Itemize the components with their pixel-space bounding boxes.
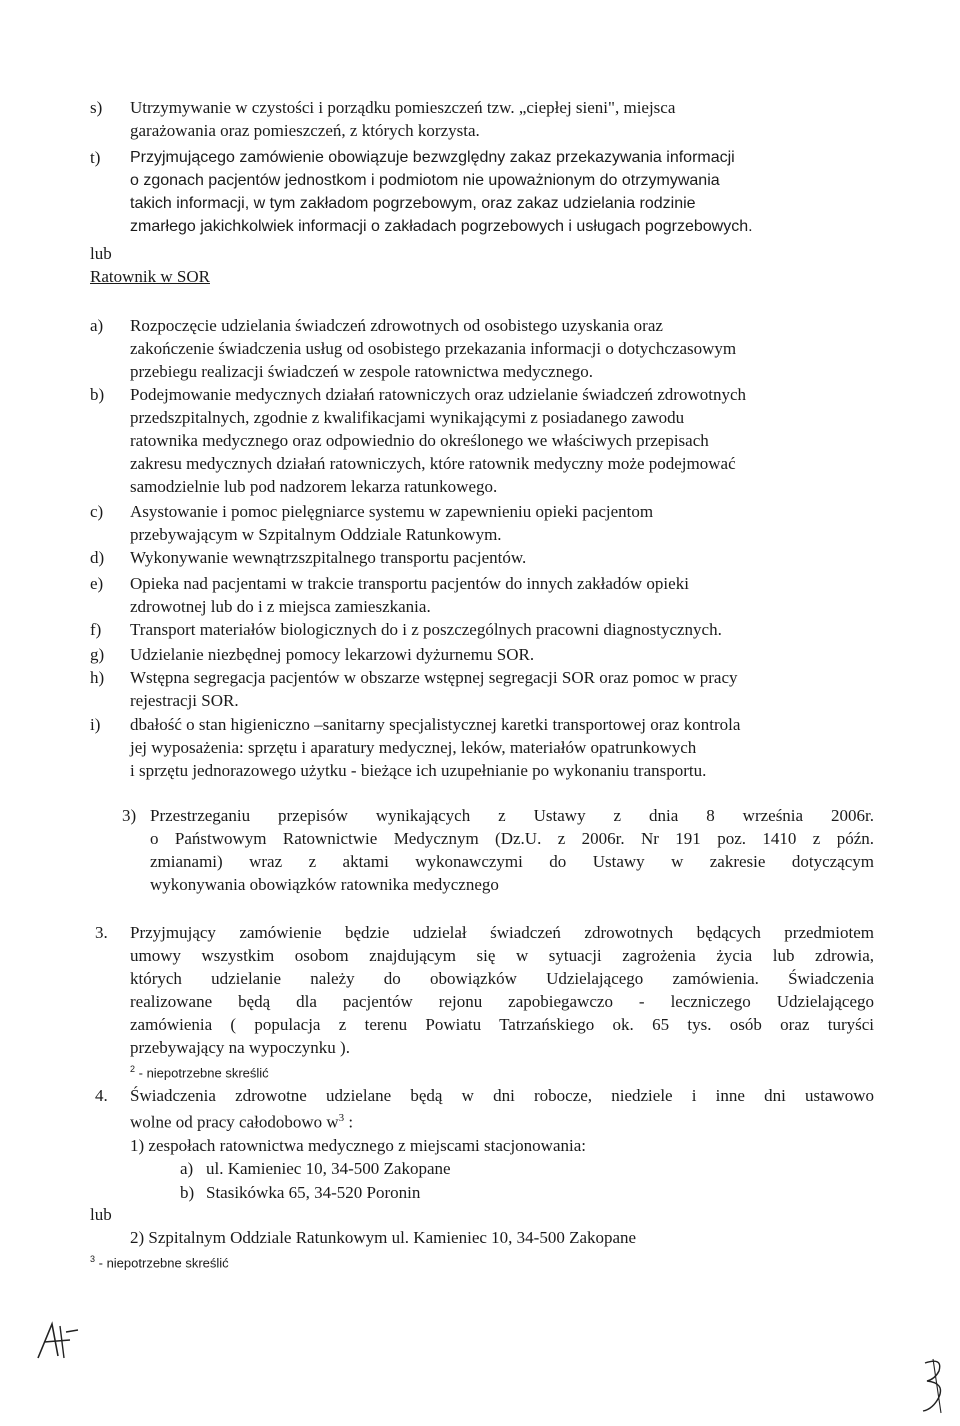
text-fragment: wolne od pracy całodobowo w bbox=[130, 1112, 339, 1132]
text-line: Asystowanie i pomoc pielęgniarce systemu w zapewnieniu opieki pacjentom bbox=[130, 502, 654, 521]
list-marker: b) bbox=[90, 385, 105, 404]
list-item-i bbox=[90, 713, 880, 782]
text-line: ul. Kamieniec 10, 34-500 Zakopane bbox=[206, 1159, 451, 1178]
list-item-d bbox=[90, 546, 880, 569]
text-line: Opieka nad pacjentami w trakcie transportu pacjentów do innych zakładów opieki bbox=[130, 574, 689, 593]
text-fragment: : bbox=[344, 1112, 354, 1132]
list-marker: s) bbox=[90, 98, 103, 117]
section-heading: Ratownik w SOR bbox=[90, 267, 210, 286]
list-marker: h) bbox=[90, 668, 105, 687]
text-line: przedszpitalnych, zgodnie z kwalifikacjami wynikającymi z posiadanego zawodu bbox=[130, 408, 685, 427]
text-line: takich informacji, w tym zakładom pogrzebowym, oraz zakaz udzielania rodzinie bbox=[130, 195, 696, 212]
handwritten-initials-right bbox=[915, 1355, 955, 1415]
list-item-g bbox=[90, 643, 880, 666]
list-item-3-sub bbox=[122, 804, 874, 896]
text-line: Utrzymywanie w czystości i porządku pomieszczeń tzw. „ciepłej sieni", miejsca bbox=[130, 98, 676, 117]
list-item-h bbox=[90, 666, 880, 712]
text-line: zamówienia ( populacja z terenu Powiatu Tatrzańskiego ok. 65 tys. osób oraz turyści bbox=[130, 1015, 874, 1034]
list-item-a bbox=[90, 314, 880, 383]
point-3 bbox=[95, 921, 874, 1059]
text-line: przebywającym w Szpitalnym Oddziale Ratunkowym. bbox=[130, 525, 502, 544]
list-marker: e) bbox=[90, 574, 104, 593]
list-marker: t) bbox=[90, 148, 101, 167]
list-item-f bbox=[90, 618, 880, 641]
text-line: samodzielnie lub pod nadzorem lekarza ratunkowego. bbox=[130, 477, 498, 496]
text-line: przebiegu realizacji świadczeń w zespole ratownictwa medycznego. bbox=[130, 362, 594, 381]
text-line: o Państwowym Ratownictwie Medycznym (Dz.U. z 2006r. Nr 191 poz. 1410 z późn. bbox=[150, 829, 874, 848]
list-marker: 4. bbox=[95, 1086, 108, 1105]
text-line: realizowane będą dla pacjentów rejonu zapobiegawczo - leczniczego Udzielającego bbox=[130, 992, 874, 1011]
text-line: zdrowotnej lub do i z miejsca zamieszkania. bbox=[130, 597, 431, 616]
list-marker: a) bbox=[180, 1159, 194, 1178]
text-line: Przyjmującego zamówienie obowiązuje bezwzględny zakaz przekazywania informacji bbox=[130, 149, 735, 166]
text-line: Przyjmujący zamówienie będzie udzielał świadczeń zdrowotnych będących przedmiotem bbox=[130, 923, 874, 942]
text-line: Udzielanie niezbędnej pomocy lekarzowi dyżurnemu SOR. bbox=[130, 645, 535, 664]
footnote-number: 3 bbox=[90, 1254, 96, 1264]
lub-label: lub bbox=[90, 1205, 112, 1224]
list-marker: a) bbox=[90, 316, 104, 335]
text-line: rejestracji SOR. bbox=[130, 691, 239, 710]
list-marker: d) bbox=[90, 548, 105, 567]
text-line: umowy wszystkim osobom znajdującym się w sytuacji zagrożenia życia lub zdrowia, bbox=[130, 946, 874, 965]
footnote-text: - niepotrzebne skreślić bbox=[135, 1065, 269, 1081]
text-line: i sprzętu jednorazowego użytku - bieżące ich uzupełnianie po wykonaniu transportu. bbox=[130, 761, 707, 780]
footnote-3 bbox=[90, 1251, 229, 1271]
text-line: Wstępna segregacja pacjentów w obszarze wstępnej segregacji SOR oraz pomoc w pracy bbox=[130, 668, 738, 687]
list-item-s bbox=[90, 96, 880, 142]
text-line: wykonywania obowiązków ratownika medycznego bbox=[150, 875, 499, 894]
text-line: Przestrzeganiu przepisów wynikających z Ustawy z dnia 8 września 2006r. bbox=[150, 806, 874, 825]
text-line: zmarłego jakichkolwiek informacji o zakładach pogrzebowych i usługach pogrzebowych. bbox=[130, 218, 753, 235]
text-line: dbałość o stan higieniczno –sanitarny specjalistycznej karetki transportowej oraz kontrola bbox=[130, 715, 741, 734]
point-4 bbox=[95, 1084, 874, 1134]
option-2-text: 2) Szpitalnym Oddziale Ratunkowym ul. Kamieniec 10, 34-500 Zakopane bbox=[130, 1228, 637, 1247]
text-line bbox=[130, 1107, 874, 1134]
list-marker: 3) bbox=[122, 806, 137, 825]
list-marker: c) bbox=[90, 502, 104, 521]
text-line: których udzielanie należy do obowiązków Udzielającego zamówienia. Świadczenia bbox=[130, 969, 874, 988]
list-marker: f) bbox=[90, 620, 102, 639]
list-item-t bbox=[90, 146, 880, 238]
list-item-e bbox=[90, 572, 880, 618]
text-line: garażowania oraz pomieszczeń, z których korzysta. bbox=[130, 121, 480, 140]
text-line: Wykonywanie wewnątrzszpitalnego transportu pacjentów. bbox=[130, 548, 527, 567]
footnote-2 bbox=[130, 1061, 269, 1081]
list-marker: b) bbox=[180, 1183, 195, 1202]
list-marker: i) bbox=[90, 715, 101, 734]
option-1-text: 1) zespołach ratownictwa medycznego z miejscami stacjonowania: bbox=[130, 1136, 586, 1155]
text-line: o zgonach pacjentów jednostkom i podmiotom nie upoważnionym do otrzymywania bbox=[130, 172, 720, 189]
footnote-number: 2 bbox=[130, 1064, 136, 1074]
footnote-ref: 3 bbox=[338, 1112, 345, 1124]
list-marker: g) bbox=[90, 645, 105, 664]
handwritten-initials-left bbox=[30, 1318, 90, 1368]
text-line: przebywający na wypoczynku ). bbox=[130, 1038, 350, 1057]
text-line: Rozpoczęcie udzielania świadczeń zdrowotnych od osobistego uzyskania oraz bbox=[130, 316, 663, 335]
list-item-c bbox=[90, 500, 880, 546]
text-line: zakresu medycznych działań ratowniczych, które ratownik medyczny może podejmować bbox=[130, 454, 736, 473]
footnote-text: - niepotrzebne skreślić bbox=[95, 1255, 229, 1271]
lub-label: lub bbox=[90, 244, 112, 263]
sub-item-a bbox=[180, 1157, 451, 1180]
sub-item-b bbox=[180, 1181, 420, 1204]
list-item-b bbox=[90, 383, 880, 498]
text-line: Transport materiałów biologicznych do i z poszczególnych pracowni diagnostycznych. bbox=[130, 620, 722, 639]
list-marker: 3. bbox=[95, 923, 108, 942]
text-line: zmianami) wraz z aktami wykonawczymi do Ustawy w zakresie dotyczącym bbox=[150, 852, 874, 871]
text-line: zakończenie świadczenia usług od osobistego przekazania informacji o dotychczasowym bbox=[130, 339, 737, 358]
text-line: ratownika medycznego oraz odpowiednio do określonego we właściwych przepisach bbox=[130, 431, 709, 450]
text-line: Stasikówka 65, 34-520 Poronin bbox=[206, 1183, 421, 1202]
text-line: Świadczenia zdrowotne udzielane będą w dni robocze, niedziele i inne dni ustawowo bbox=[130, 1086, 874, 1105]
text-line: jej wyposażenia: sprzętu i aparatury medycznej, leków, materiałów opatrunkowych bbox=[130, 738, 697, 757]
text-line: Podejmowanie medycznych działań ratowniczych oraz udzielanie świadczeń zdrowotnych bbox=[130, 385, 746, 404]
